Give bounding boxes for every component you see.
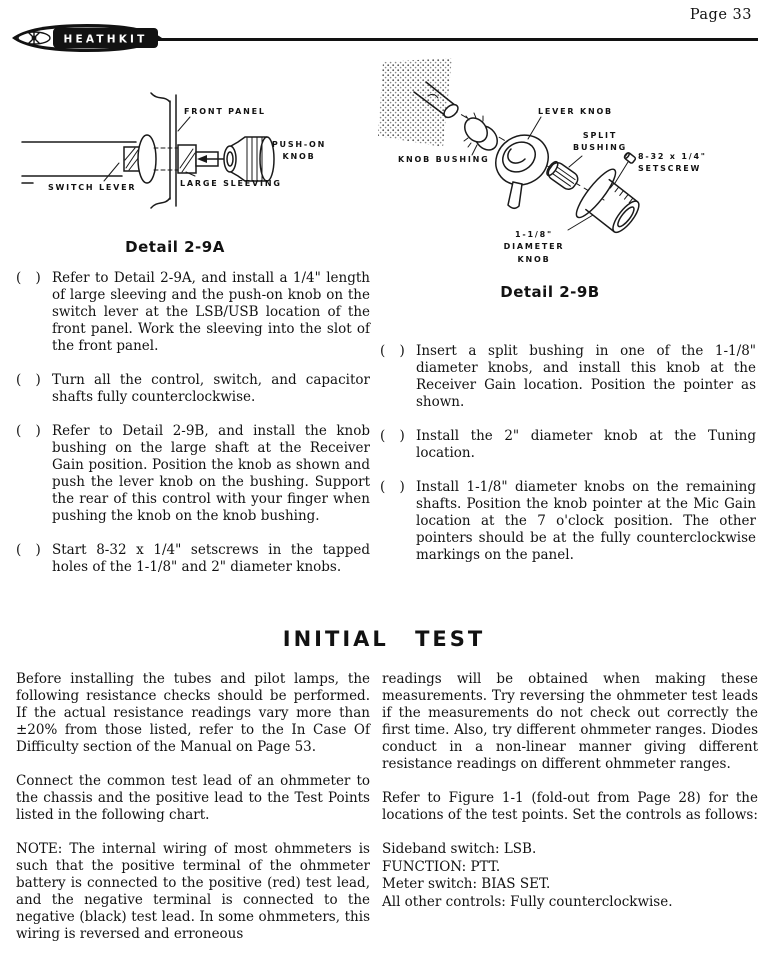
- checklist-item-text: Install the 2" diameter knob at the Tuning location.: [416, 428, 756, 461]
- push-on-knob-label: PUSH-ON KNOB: [271, 140, 327, 162]
- paragraph: readings will be obtained when making these measurements. Try reversing the ohmmeter test leads if the measurements do not check out correctly the first time. Also, try different ohmmeter ranges. Diodes conduct in a non-linear manner giving different resistance readings on different ohmmeter ranges.: [382, 671, 758, 772]
- paragraph: Refer to Figure 1-1 (fold-out from Page 28) for the locations of the test points. Set the controls as follows:: [382, 790, 758, 823]
- large-sleeving-label: LARGE SLEEVING: [180, 179, 282, 188]
- setscrew-label: 8-32 x 1/4" SETSCREW: [638, 152, 707, 174]
- initial-test-right-column: [382, 671, 758, 911]
- checklist-item: [16, 372, 370, 406]
- figure-a-caption: Detail 2-9A: [125, 238, 225, 256]
- lever-knob-label: LEVER KNOB: [538, 107, 613, 116]
- checklist-item: [16, 423, 370, 525]
- checklist-item-text: Insert a split bushing in one of the 1-1/8" diameter knobs, and install this knob at the Receiver Gain location. Position the pointer as shown.: [416, 343, 756, 410]
- split-bushing-label: SPLIT BUSHING: [573, 131, 627, 153]
- checklist-left-column: [16, 270, 370, 593]
- diameter-knob-label: 1-1/8" DIAMETER KNOB: [503, 230, 565, 264]
- checkbox-marker: ( ): [16, 423, 46, 439]
- switch-lever-leader: [104, 163, 119, 181]
- figure-detail-2-9b: [372, 54, 764, 279]
- checklist-item-text: Refer to Detail 2-9B, and install the knob bushing on the large shaft at the Receiver Gain position. Position the knob as shown and push the lever knob on the bushing. Support the rear of this control with your finger when pushing the knob on the knob bushing.: [52, 423, 370, 524]
- push-on-knob-drawing: [224, 137, 274, 181]
- figure-b-caption: Detail 2-9B: [500, 283, 600, 301]
- front-panel-leader: [178, 117, 190, 131]
- heathkit-logo: [8, 21, 166, 59]
- checklist-item: [16, 270, 370, 355]
- paragraph: Connect the common test lead of an ohmmeter to the chassis and the positive lead to the Test Points listed in the following chart.: [16, 773, 370, 823]
- checkbox-marker: ( ): [16, 372, 46, 388]
- page-number: Page 33: [689, 7, 752, 23]
- checklist-item: [380, 479, 756, 564]
- control-settings-list: [382, 841, 758, 911]
- checkbox-marker: ( ): [380, 479, 410, 495]
- lever-knob-leader: [528, 117, 541, 139]
- paragraph: Before installing the tubes and pilot lamps, the following resistance checks should be performed. If the actual resistance readings vary more than ±20% from those listed, refer to the In Case Of Difficulty section of the Manual on Page 53.: [16, 671, 370, 755]
- split-bushing-drawing: [544, 159, 580, 192]
- checklist-item-text: Start 8-32 x 1/4" setscrews in the tapped holes of the 1-1/8" and 2" diameter knobs.: [52, 542, 370, 575]
- checklist-item-text: Install 1-1/8" diameter knobs on the remaining shafts. Position the knob pointer at the Mic Gain location at the 7 o'clock position. The other pointers should be at the fully counterclockwise markings on the panel.: [416, 479, 756, 563]
- checkbox-marker: ( ): [380, 343, 410, 359]
- logo-text: HEATHKIT: [63, 33, 148, 46]
- figure-detail-2-9a: [20, 86, 330, 236]
- checklist-item: [16, 542, 370, 576]
- setting-line: Meter switch: BIAS SET.: [382, 876, 551, 892]
- rear-panel-stipple: [378, 58, 452, 147]
- checklist-item-text: Refer to Detail 2-9A, and install a 1/4" length of large sleeving and the push-on knob on the switch lever at the LSB/USB location of the front panel. Work the sleeving into the slot of the front panel.: [52, 270, 370, 354]
- knob-bushing-label: KNOB BUSHING: [398, 155, 490, 164]
- checklist-right-column: [380, 343, 756, 581]
- section-title: INITIAL TEST: [282, 627, 486, 651]
- setting-line: FUNCTION: PTT.: [382, 858, 501, 875]
- checkbox-marker: ( ): [16, 542, 46, 558]
- setting-line: Sideband switch: LSB.: [382, 841, 537, 857]
- checklist-item: [380, 428, 756, 462]
- initial-test-left-column: [16, 671, 370, 943]
- heathkit-logo-graphic: [8, 21, 166, 55]
- setting-line: All other controls: Fully counterclockwise.: [382, 893, 673, 910]
- checkbox-marker: ( ): [16, 270, 46, 286]
- setscrew-leader: [615, 162, 628, 183]
- front-panel-label: FRONT PANEL: [184, 107, 266, 116]
- checkbox-marker: ( ): [380, 428, 410, 444]
- switch-lever-label: SWITCH LEVER: [48, 183, 137, 192]
- split-bushing-leader: [569, 156, 582, 167]
- note-paragraph: NOTE: The internal wiring of most ohmmeters is such that the positive terminal of the ohmmeter battery is connected to the positive (red) test lead, and the negative terminal is connected to the negative (black) test lead. In some ohmmeters, this wiring is reversed and erroneous: [16, 841, 370, 942]
- checklist-item-text: Turn all the control, switch, and capacitor shafts fully counterclockwise.: [52, 372, 370, 405]
- checklist-item: [380, 343, 756, 411]
- switch-lever-drawing: [22, 135, 156, 183]
- knob-bushing-drawing: [460, 113, 502, 154]
